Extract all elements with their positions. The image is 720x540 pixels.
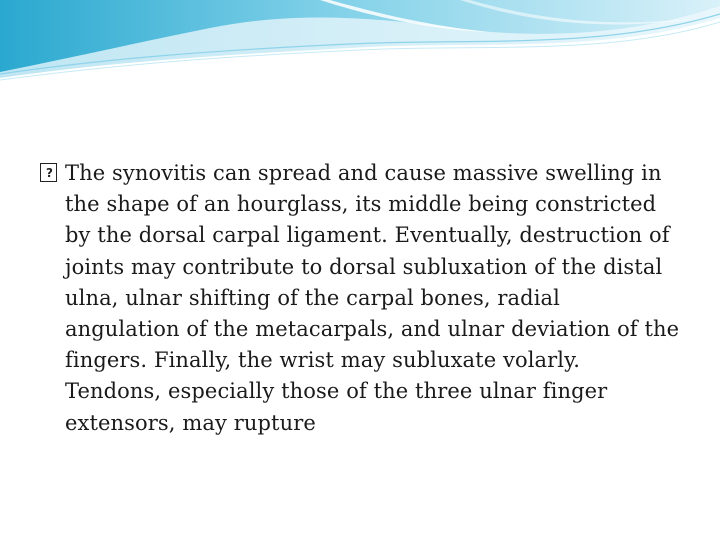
bullet-glyph: ? — [46, 166, 54, 180]
content-area — [40, 158, 680, 439]
unknown-glyph-icon — [40, 163, 57, 182]
header-wave-decoration — [0, 0, 720, 90]
body-text: The synovitis can spread and cause massive swelling in the shape of an hourglass, its middle being constricted by the dorsal carpal ligament. Eventually, destruction of joints may contribute to dorsal subluxation of the distal ulna, ulnar shifting of the carpal bones, radial angulation of the metacarpals, and ulnar deviation of the fingers. Finally, the wrist may subluxate volarly. Tendons, especially those of the three ulnar finger extensors, may rupture — [65, 161, 680, 435]
bullet-paragraph — [40, 158, 680, 439]
